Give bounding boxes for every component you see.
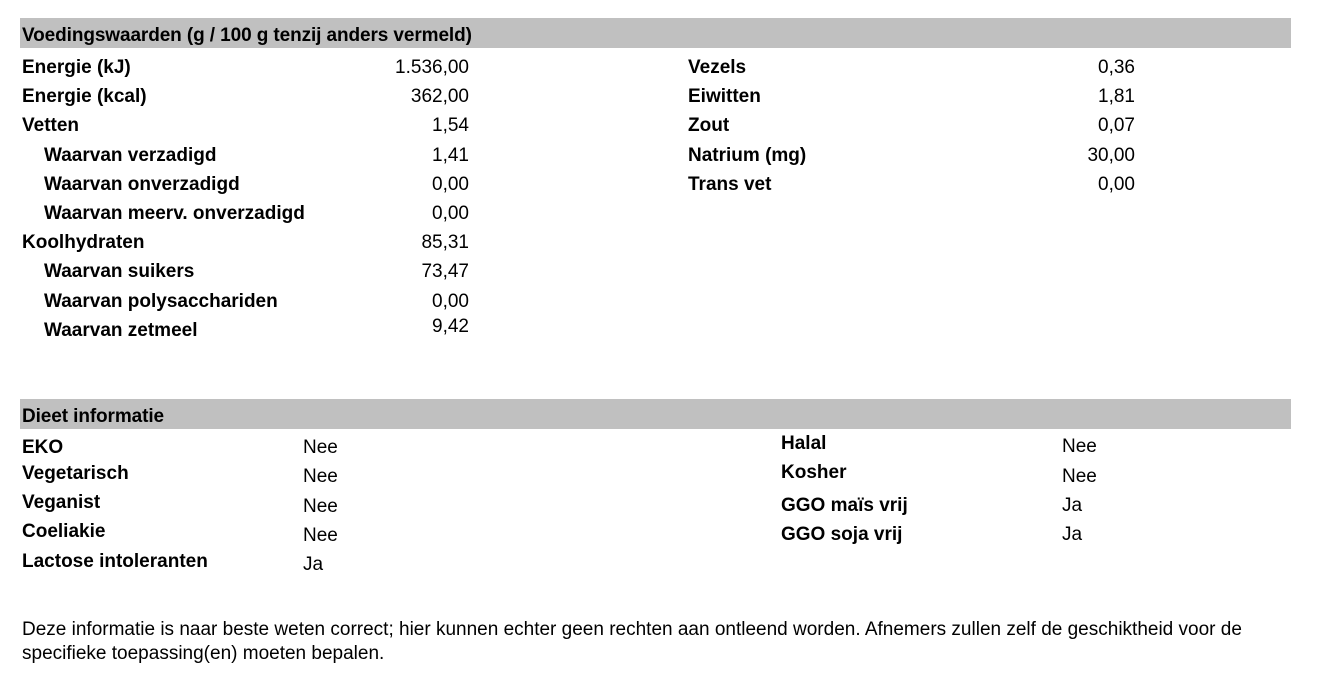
nutrition-sublabel: Waarvan polysacchariden — [44, 291, 278, 312]
nutrition-sublabel: Waarvan verzadigd — [44, 145, 217, 166]
nutrition-value: 85,31 — [421, 232, 469, 253]
nutrition-value: 0,00 — [1098, 174, 1135, 195]
diet-label: Halal — [781, 433, 827, 454]
nutrition-label: Trans vet — [688, 174, 772, 195]
diet-value: Nee — [303, 437, 338, 458]
nutrition-sublabel: Waarvan zetmeel — [44, 320, 198, 341]
nutrition-value: 0,00 — [432, 291, 469, 312]
diet-value: Nee — [303, 496, 338, 517]
diet-value: Ja — [303, 554, 324, 575]
nutrition-label: Koolhydraten — [22, 232, 145, 253]
diet-label: Veganist — [22, 492, 101, 513]
nutrition-value: 0,36 — [1098, 57, 1135, 78]
diet-value: Nee — [1062, 436, 1097, 457]
nutrition-sublabel: Waarvan suikers — [44, 261, 195, 282]
diet-label: EKO — [22, 437, 64, 458]
nutrition-label: Energie (kJ) — [22, 57, 131, 78]
nutrition-label: Eiwitten — [688, 86, 761, 107]
nutrition-value: 1.536,00 — [395, 57, 469, 78]
nutrition-value: 0,00 — [432, 174, 469, 195]
nutrition-header-bar — [20, 18, 1291, 48]
diet-value: Nee — [303, 525, 338, 546]
nutrition-value: 0,00 — [432, 203, 469, 224]
nutrition-value: 73,47 — [421, 261, 469, 282]
diet-label: GGO maïs vrij — [781, 495, 908, 516]
disclaimer-text: Deze informatie is naar beste weten correct; hier kunnen echter geen rechten aan ontleend worden. Afnemers zullen zelf de geschiktheid voor de specifieke toepassing(en) moeten bepalen. — [22, 619, 1242, 664]
diet-label: Coeliakie — [22, 521, 106, 542]
diet-label: Vegetarisch — [22, 463, 129, 484]
nutrition-sublabel: Waarvan onverzadigd — [44, 174, 240, 195]
diet-label: Lactose intoleranten — [22, 551, 208, 572]
nutrition-title: Voedingswaarden (g / 100 g tenzij anders vermeld) — [22, 25, 472, 46]
diet-label: GGO soja vrij — [781, 524, 903, 545]
nutrition-label: Energie (kcal) — [22, 86, 147, 107]
nutrition-value: 1,81 — [1098, 86, 1135, 107]
nutrition-value: 1,41 — [432, 145, 469, 166]
nutrition-label: Vetten — [22, 115, 80, 136]
nutrition-value: 1,54 — [432, 115, 469, 136]
nutrition-value: 30,00 — [1087, 145, 1135, 166]
nutrition-sublabel: Waarvan meerv. onverzadigd — [44, 203, 305, 224]
diet-value: Ja — [1062, 524, 1083, 545]
diet-value: Ja — [1062, 495, 1083, 516]
nutrition-label: Natrium (mg) — [688, 145, 807, 166]
nutrition-label: Vezels — [688, 57, 747, 78]
diet-title: Dieet informatie — [22, 406, 164, 427]
nutrition-value: 0,07 — [1098, 115, 1135, 136]
diet-label: Kosher — [781, 462, 847, 483]
diet-value: Nee — [303, 466, 338, 487]
diet-header-bar — [20, 399, 1291, 429]
diet-value: Nee — [1062, 466, 1097, 487]
nutrition-value: 9,42 — [432, 316, 469, 337]
nutrition-label: Zout — [688, 115, 730, 136]
nutrition-value: 362,00 — [410, 86, 469, 107]
